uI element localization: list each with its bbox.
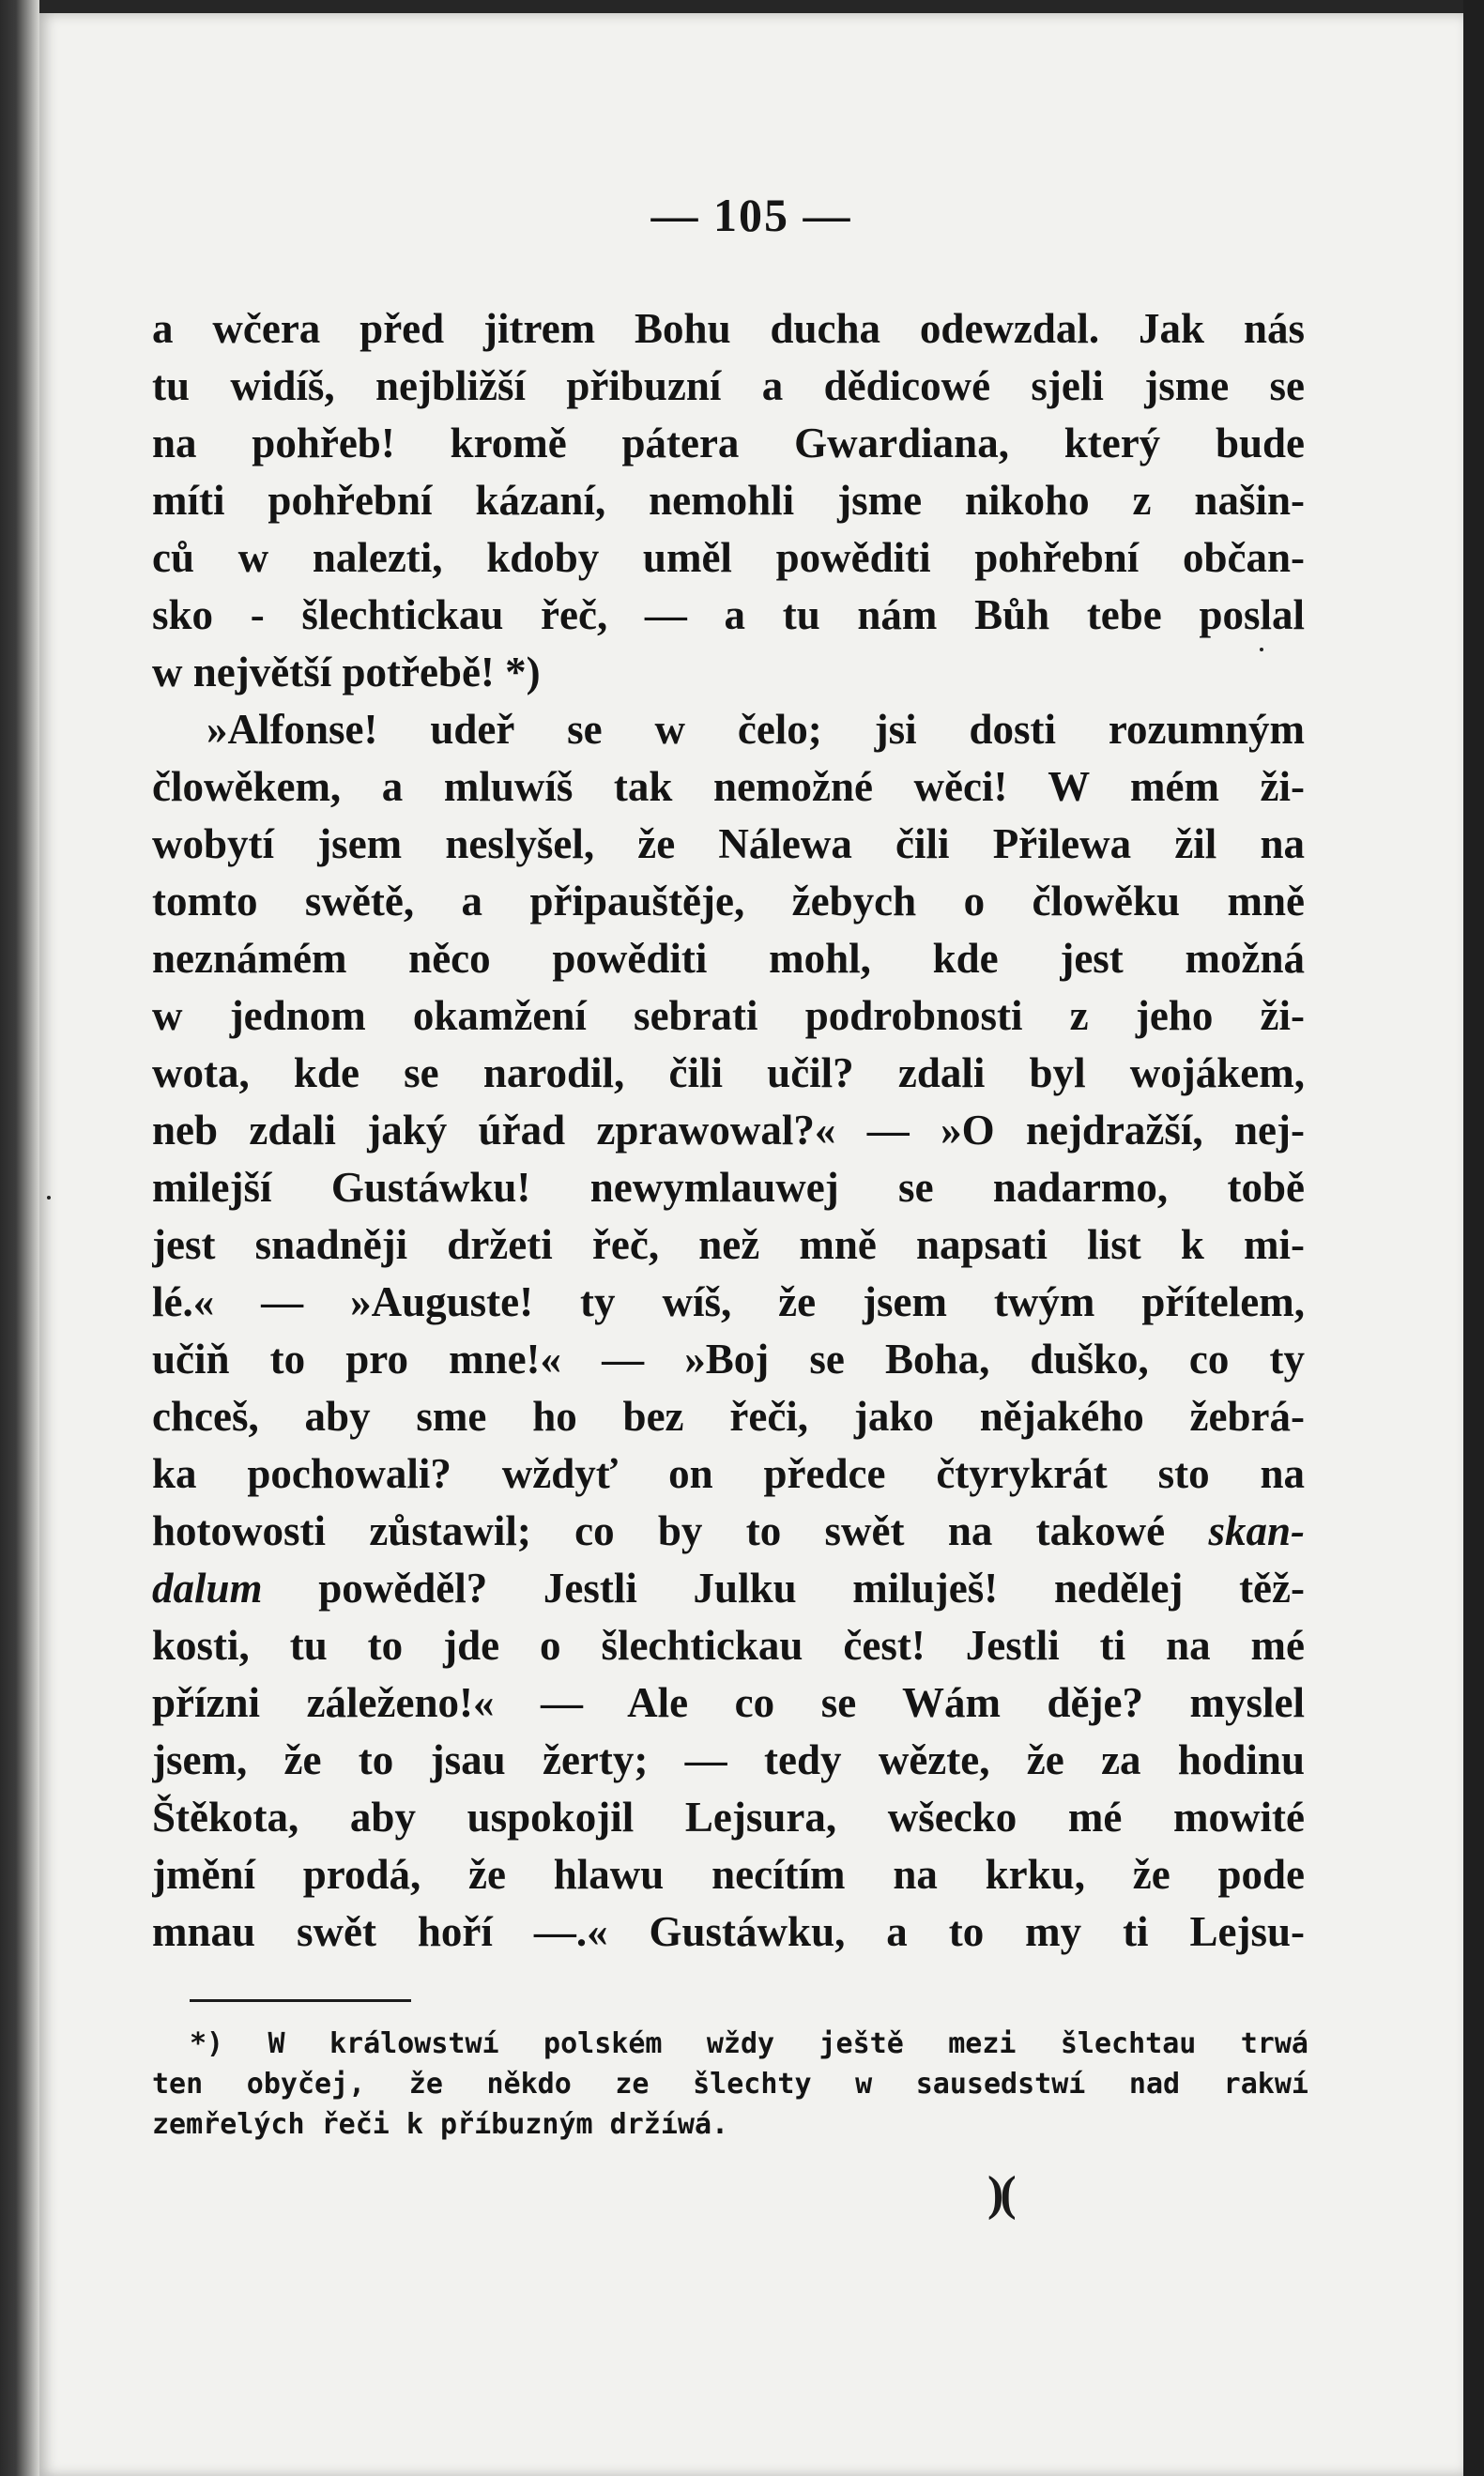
italic-word: dalum [152, 1565, 263, 1612]
text-line-content: jest snadněji držeti řeč, než mně napsati list k mi- [152, 1221, 1305, 1268]
text-line-content: jsem, že to jsau žerty; — tedy wězte, že za hodinu [152, 1736, 1305, 1783]
text-line-content: člowěkem, a mluwíš tak nemožné wěci! W mém ži- [152, 763, 1305, 810]
scan-speck [1260, 648, 1263, 651]
text-line [152, 587, 1305, 644]
book-page [39, 13, 1463, 2476]
text-line-content: lé.« — »Auguste! ty wíš, že jsem twým přítelem, [152, 1278, 1305, 1325]
text-line [152, 529, 1305, 587]
footnote-line: zemřelých řeči k příbuzným držíwá. [152, 2108, 729, 2141]
text-line [152, 1102, 1305, 1159]
text-line [152, 987, 1305, 1045]
text-line [152, 1045, 1305, 1102]
text-line [152, 1617, 1305, 1674]
text-line-content: »Alfonse! udeř se w čelo; jsi dosti rozumným [207, 706, 1305, 753]
body-text [152, 300, 1305, 1961]
page-number: — 105 — [650, 189, 852, 241]
text-line-content: jmění prodá, že hlawu necítím na krku, že pode [152, 1851, 1305, 1898]
text-line [152, 816, 1305, 873]
text-line [152, 930, 1305, 987]
text-line [152, 1159, 1305, 1216]
text-line-content: kosti, tu to jde o šlechtickau čest! Jestli ti na mé [152, 1622, 1305, 1669]
text-line [152, 1846, 1305, 1903]
italic-word: skan- [1208, 1507, 1305, 1554]
text-line [152, 873, 1305, 930]
text-line [152, 1216, 1305, 1274]
text-line [152, 1503, 1305, 1560]
text-line-content: wobytí jsem neslyšel, že Nálewa čili Přilewa žil na [152, 820, 1305, 867]
text-line-content: w největší potřebě! *) [152, 649, 541, 695]
text-line-content: míti pohřební kázaní, nemohli jsme nikoho z našin- [152, 477, 1305, 524]
footnote-separator [190, 1999, 411, 2002]
footnote-line: *) W králowstwí polském wždy ještě mezi šlechtau trwá [190, 2027, 1308, 2060]
scan-border-left [0, 0, 39, 2476]
text-line-content: na pohřeb! kromě pátera Gwardiana, který bude [152, 420, 1305, 466]
text-line-content: chceš, aby sme ho bez řeči, jako nějakého žebrá- [152, 1393, 1305, 1440]
text-line-content: neb zdali jaký úřad zprawowal?« — »O nejdražší, nej- [152, 1107, 1305, 1154]
scan-border-right [1463, 0, 1484, 2476]
text-line [152, 701, 1305, 758]
text-line [152, 1789, 1305, 1846]
footnotes [152, 2024, 1308, 2145]
text-line-content: milejší Gustáwku! newymlauwej se nadarmo, tobě [152, 1164, 1305, 1211]
text-line-content: ců w nalezti, kdoby uměl powěditi pohřební občan- [152, 534, 1305, 581]
text-line-content: wota, kde se narodil, čili učil? zdali byl wojákem, [152, 1049, 1305, 1096]
text-line [152, 472, 1305, 529]
text-line-content: Štěkota, aby uspokojil Lejsura, wšecko mé mowité [152, 1794, 1305, 1841]
text-line [152, 1331, 1305, 1388]
text-line-content: mnau swět hoří —.« Gustáwku, a to my ti Lejsu- [152, 1908, 1305, 1955]
text-line [152, 1560, 1305, 1617]
text-line [152, 1274, 1305, 1331]
text-line-content: učiň to pro mne!« — »Boj se Boha, duško, co ty [152, 1336, 1305, 1383]
text-line-content: tu widíš, nejbližší přibuzní a dědicowé sjeli jsme se [152, 362, 1305, 409]
text-line [152, 1732, 1305, 1789]
text-line-content: přízni záleženo!« — Ale co se Wám děje? myslel [152, 1679, 1305, 1726]
text-line [152, 358, 1305, 415]
text-line [152, 1388, 1305, 1445]
text-line [152, 758, 1305, 816]
text-line-content: neznámém něco powěditi mohl, kde jest možná [152, 935, 1305, 982]
text-line [152, 300, 1305, 358]
text-line [152, 1903, 1305, 1961]
text-line-content: a wčera před jitrem Bohu ducha odewzdal. Jak nás [152, 305, 1305, 352]
text-line [152, 1445, 1305, 1503]
text-line [152, 1674, 1305, 1732]
signature-mark: )( [987, 2167, 1013, 2221]
text-line [152, 415, 1305, 472]
text-line-content: hotowosti zůstawil; co by to swět na takowé [152, 1507, 1166, 1554]
text-line-content: ka pochowali? wždyť on předce čtyrykrát sto na [152, 1450, 1305, 1497]
scan-speck [47, 1196, 51, 1200]
footnote-line: ten obyčej, že někdo ze šlechty w sausedstwí nad rakwí [152, 2068, 1308, 2101]
text-line-content: powěděl? Jestli Julku miluješ! nedělej těž- [318, 1565, 1305, 1612]
text-line [152, 644, 1305, 701]
text-line-content: sko - šlechtickau řeč, — a tu nám Bůh tebe poslal [152, 591, 1305, 638]
scan-border-top [0, 0, 1484, 13]
text-line-content: w jednom okamžení sebrati podrobnosti z jeho ži- [152, 992, 1305, 1039]
text-line-content: tomto swětě, a připauštěje, žebych o člowěku mně [152, 878, 1305, 925]
